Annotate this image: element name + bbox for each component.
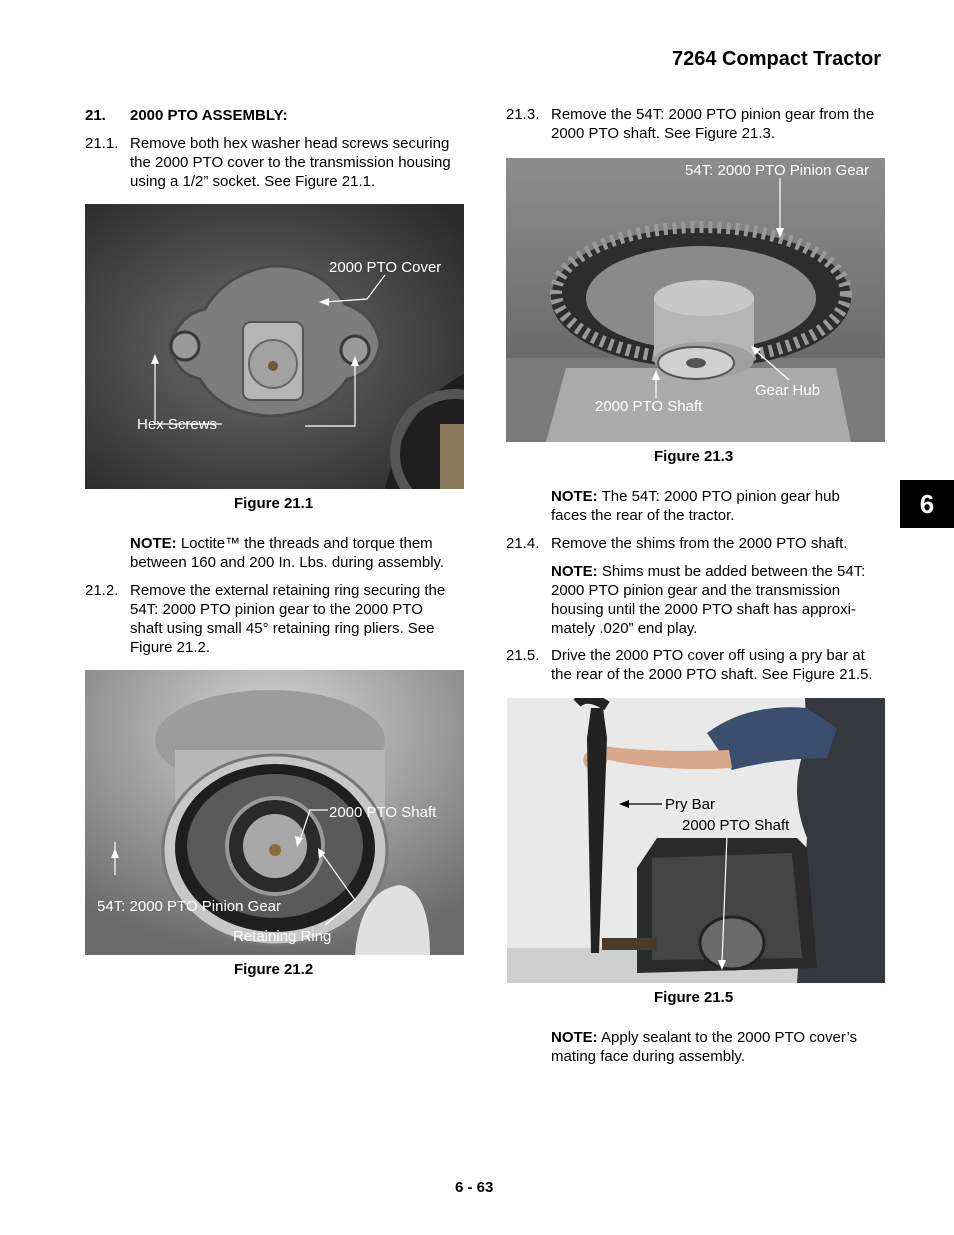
note-label: NOTE: <box>551 488 598 505</box>
figure-caption: Figure 21.5 <box>654 989 734 1006</box>
step-line: 54T: 2000 PTO pinion gear to the 2000 PTO <box>130 601 423 618</box>
note-text: Loctite™ the threads and torque them <box>180 535 433 552</box>
note-line: mately .020” end play. <box>551 620 698 637</box>
note-line: faces the rear of the tractor. <box>551 507 735 524</box>
step-number: 21.2. <box>85 582 119 599</box>
label-pry-bar: Pry Bar <box>665 796 716 813</box>
figure-caption: Figure 21.2 <box>234 961 314 978</box>
step-number: 21.3. <box>506 106 540 123</box>
step-line: the 2000 PTO cover to the transmission housing <box>130 154 451 171</box>
step-number: 21.5. <box>506 647 540 664</box>
step-line: Remove the 54T: 2000 PTO pinion gear from the <box>551 106 875 123</box>
step-line: Drive the 2000 PTO cover off using a pry bar at <box>551 647 865 664</box>
page-header-title: 7264 Compact Tractor <box>672 48 881 70</box>
note-label: NOTE: <box>130 535 177 552</box>
note <box>130 534 444 572</box>
note-line: housing until the 2000 PTO shaft has approxi- <box>551 601 856 618</box>
note-label: NOTE: <box>551 1029 598 1046</box>
note-label: NOTE: <box>551 563 598 580</box>
step-text <box>551 534 848 553</box>
note-text: Shims must be added between the 54T: <box>601 563 866 580</box>
note-line: between 160 and 200 In. Lbs. during assembly. <box>130 554 445 571</box>
step-text <box>551 646 873 684</box>
figure-21-5-photo <box>507 698 885 983</box>
step-line: Remove the shims from the 2000 PTO shaft. <box>551 535 848 552</box>
step-line: the rear of the 2000 PTO shaft. See Figure 21.5. <box>551 666 873 683</box>
step-number: 21.4. <box>506 535 540 552</box>
section-number: 21. <box>85 107 106 124</box>
label-hex-screws: Hex Screws <box>137 416 218 433</box>
label-pto-shaft: 2000 PTO Shaft <box>682 817 790 834</box>
figure-caption: Figure 21.1 <box>234 495 314 512</box>
figure-21-3-photo <box>506 158 885 442</box>
section-title: 2000 PTO ASSEMBLY: <box>130 107 288 124</box>
step-text <box>130 581 445 657</box>
label-pto-cover: 2000 PTO Cover <box>329 259 442 276</box>
step-line: Remove the external retaining ring securing the <box>130 582 446 599</box>
step-line: shaft using small 45° retaining ring pliers. See <box>130 620 435 637</box>
note <box>551 1028 857 1066</box>
label-pinion-gear: 54T: 2000 PTO Pinion Gear <box>97 898 281 915</box>
step-text <box>130 134 451 191</box>
label-gear-hub: Gear Hub <box>755 382 821 399</box>
figure-21-1-photo <box>85 204 464 489</box>
note-text: Apply sealant to the 2000 PTO cover’s <box>601 1029 858 1046</box>
step-line: using a 1/2” socket. See Figure 21.1. <box>130 173 376 190</box>
note-line: mating face during assembly. <box>551 1048 745 1065</box>
note <box>551 562 865 638</box>
note <box>551 487 840 525</box>
figure-caption: Figure 21.3 <box>654 448 734 465</box>
step-line: Remove both hex washer head screws securing <box>130 135 450 152</box>
page-number: 6 - 63 <box>455 1179 494 1196</box>
figure-21-2-photo <box>85 670 464 955</box>
step-number: 21.1. <box>85 135 119 152</box>
label-pinion-gear: 54T: 2000 PTO Pinion Gear <box>685 162 869 179</box>
label-pto-shaft: 2000 PTO Shaft <box>595 398 703 415</box>
step-text <box>551 105 874 143</box>
note-line: 2000 PTO pinion gear and the transmission <box>551 582 841 599</box>
note-text: The 54T: 2000 PTO pinion gear hub <box>601 488 840 505</box>
chapter-tab: 6 <box>900 480 954 528</box>
label-retaining-ring: Retaining Ring <box>233 928 332 945</box>
step-line: Figure 21.2. <box>130 639 211 656</box>
label-pto-shaft: 2000 PTO Shaft <box>329 804 437 821</box>
step-line: 2000 PTO shaft. See Figure 21.3. <box>551 125 776 142</box>
